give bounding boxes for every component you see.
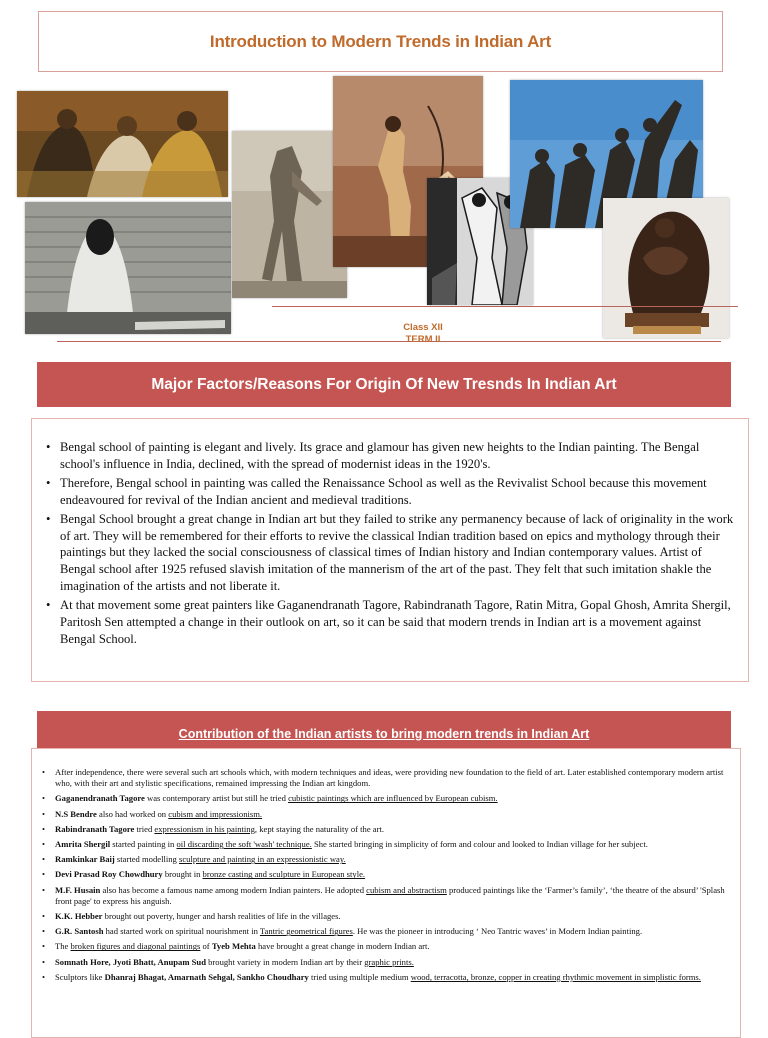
text-segment: Sculptors like <box>55 971 105 982</box>
artist-name: Gaganendranath Tagore <box>55 793 145 804</box>
text-segment: After independence, there were several such art schools which, with modern techniques and ideas, were providing new foundation to the field of art. Later established contemporary modern artist who, with their art and stylistic specifications, remained impressing the Indian art kingdom. <box>55 767 724 789</box>
text-segment: had started work on spiritual nourishment in <box>103 926 260 937</box>
highlighted-phrase: wood, terracotta, bronze, copper in creating rhythmic movement in simplistic forms. <box>410 971 701 982</box>
list-item: • Bengal School brought a great change in Indian art but they failed to strike any permanency because of lack of originality in the work of art. They will be remembered for their efforts to revive the classical Indian tradition based on epics and mythology through their paintings but they lacked the social consciousness of classical times of Indian history and Indian contemporary values. Artist of Bengal school after 1925 refused slavish imitation of the mannerism of the art of the past. They felt that such imitation shakle the imagination of the artists and not liberate it. <box>46 511 734 596</box>
artist-name: N.S Bendre <box>55 808 97 819</box>
section1-heading: Major Factors/Reasons For Origin Of New Tresnds In Indian Art <box>37 362 731 407</box>
text-segment: She started bringing in simplicity of form and colour and looked to Indian village for her subject. <box>311 839 648 850</box>
highlighted-phrase: expressionism in his painting <box>154 823 255 834</box>
artist-name: Devi Prasad Roy Chowdhury <box>55 869 163 880</box>
class-label <box>380 322 466 346</box>
highlighted-phrase: broken figures and diagonal paintings <box>70 941 201 952</box>
artist-name: M.F. Husain <box>55 884 101 895</box>
highlighted-phrase: graphic prints. <box>364 956 414 967</box>
text-segment: brought in <box>162 869 203 880</box>
artist-name: Ramkinkar Baij <box>55 854 115 865</box>
page-title: Introduction to Modern Trends in Indian Art <box>209 31 552 51</box>
artist-name: G.R. Santosh <box>55 926 104 937</box>
list-item <box>42 957 730 968</box>
section1-list <box>46 439 734 648</box>
list-item <box>42 972 730 983</box>
list-item <box>42 793 730 804</box>
artist-name: Dhanraj Bhagat, Amarnath Sehgal, Sankho Choudhary <box>104 971 309 982</box>
list-item: • Therefore, Bengal school in painting was called the Renaissance School as well as the Revivalist School because this movement endeavoured for revival of the Indian ancient and medieval traditions. <box>46 475 734 509</box>
highlighted-phrase: cubistic paintings which are influenced by European cubism. <box>288 793 498 804</box>
section2-heading: Contribution of the Indian artists to bring modern trends in Indian Art <box>37 711 731 756</box>
highlighted-phrase: cubism and abstractism <box>366 884 447 895</box>
section1-panel <box>31 418 749 682</box>
artist-name: Somnath Hore, Jyoti Bhatt, Anupam Sud <box>55 956 206 967</box>
class-label-line2: TERM II <box>405 334 441 345</box>
highlighted-phrase: Tantric geometrical figures <box>259 926 353 937</box>
text-segment: , kept staying the naturality of the art. <box>254 823 385 834</box>
list-item <box>42 824 730 835</box>
list-item <box>42 767 730 789</box>
highlighted-phrase: sculpture and painting in an expressionistic way. <box>178 854 346 865</box>
sculpture-dark-bronze-deity <box>603 198 729 338</box>
list-item <box>42 941 730 952</box>
text-segment: tried using multiple medium <box>308 971 411 982</box>
text-segment: . He was the pioneer in introducing ‘ Neo Tantric waves’ in Modern Indian painting. <box>352 926 643 937</box>
list-item <box>42 869 730 880</box>
list-item: • At that movement some great painters like Gaganendranath Tagore, Rabindranath Tagore, Ratin Mitra, Gopal Ghosh, Amrita Shergil, Paritosh Sen attempted a change in their outlook on art, so it can be said that modern trends in Indian art is a movement against Bengal School. <box>46 597 734 648</box>
section2-list <box>42 767 730 983</box>
list-item: • Bengal school of painting is elegant and lively. Its grace and glamour has given new heights to the Indian painting. The Bengal school's influence in India, declined, with the spread of modernist ideas in the 1920's. <box>46 439 734 473</box>
highlighted-phrase: oil discarding the soft 'wash' technique. <box>176 839 312 850</box>
list-item <box>42 926 730 937</box>
text-segment: have brought a great change in modern Indian art. <box>255 941 430 952</box>
highlighted-phrase: bronze casting and sculpture in European style. <box>202 869 366 880</box>
highlighted-phrase: cubism and impressionism. <box>168 808 263 819</box>
section2-panel <box>31 748 741 1038</box>
artist-name: Amrita Shergil <box>55 839 111 850</box>
text-segment: also had worked on <box>96 808 169 819</box>
text-segment: produced paintings like the ‘Farmer’s family’, ‘the theatre of the absurd’ 'Splash front page' to express his anguish. <box>55 884 725 906</box>
text-segment: was contemporary artist but still he tried <box>144 793 289 804</box>
text-segment: brought out poverty, hunger and harsh realities of life in the villages. <box>102 911 341 922</box>
text-segment: The <box>55 941 71 952</box>
artist-name: Tyeb Mehta <box>211 941 256 952</box>
text-segment: of <box>200 941 212 952</box>
text-segment: tried <box>134 823 155 834</box>
list-item <box>42 854 730 865</box>
list-item <box>42 911 730 922</box>
list-item <box>42 809 730 820</box>
list-item <box>42 839 730 850</box>
painting-abstract-figure-sculpture <box>232 131 347 298</box>
text-segment: started modelling <box>114 854 179 865</box>
text-segment: brought variety in modern Indian art by their <box>205 956 365 967</box>
text-segment: started painting in <box>110 839 177 850</box>
title-box <box>38 11 723 72</box>
text-segment: also has become a famous name among modern Indian painters. He adopted <box>100 884 367 895</box>
artist-name: Rabindranath Tagore <box>55 823 135 834</box>
painting-seated-veiled-figure <box>25 202 231 334</box>
artist-name: K.K. Hebber <box>55 911 103 922</box>
class-label-line1: Class XII <box>403 322 443 333</box>
painting-women-seated <box>17 91 228 197</box>
divider-line-upper <box>272 306 738 307</box>
list-item <box>42 885 730 907</box>
